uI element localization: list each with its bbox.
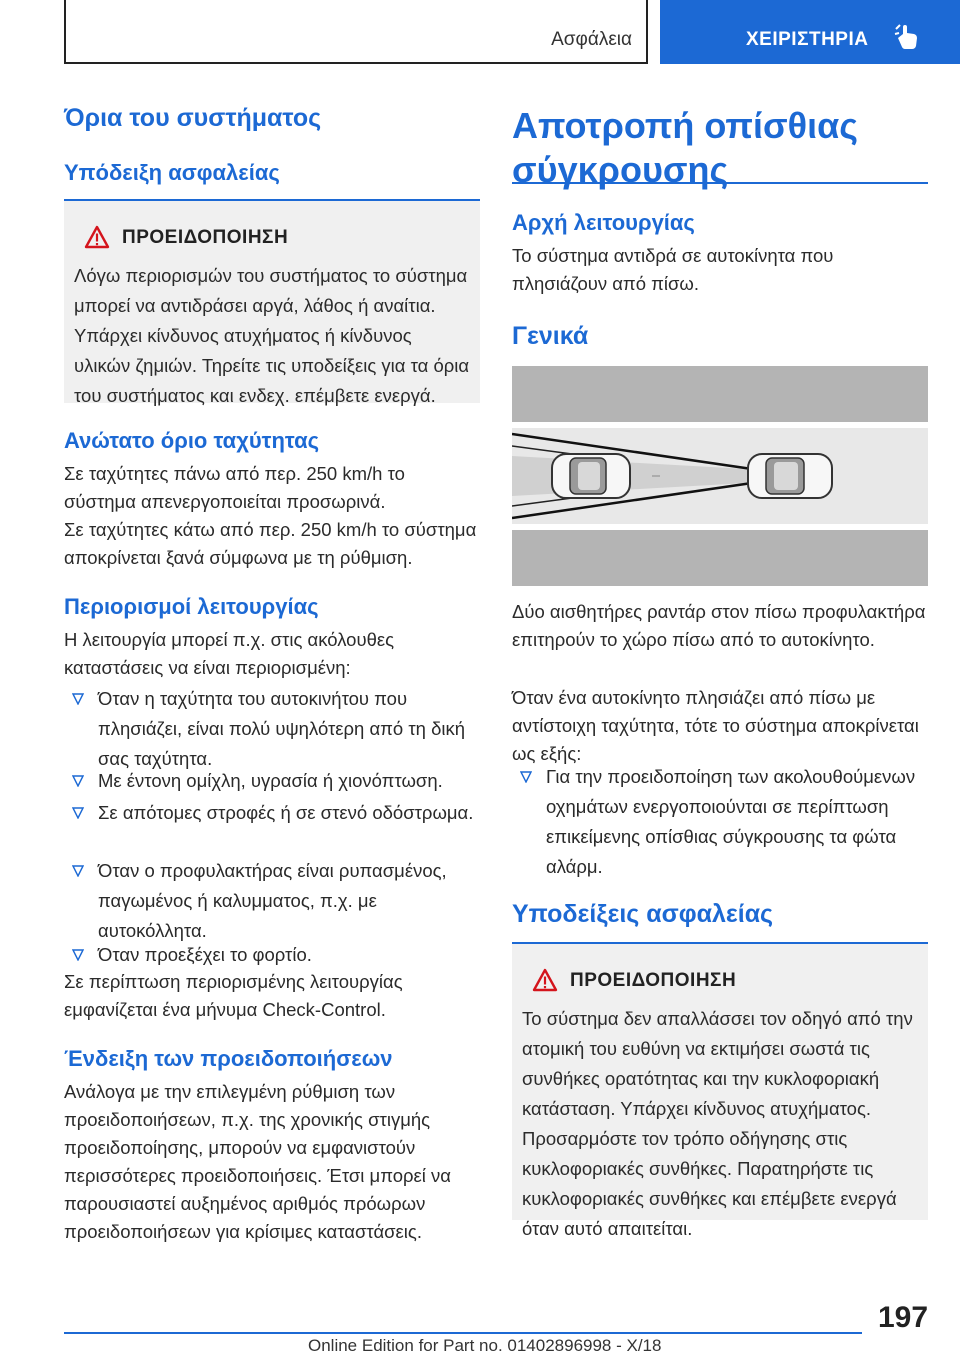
footer-divider bbox=[64, 1332, 862, 1334]
edition-text: Online Edition for Part no. 01402896998 - X/18 bbox=[308, 1336, 662, 1355]
warning-box bbox=[64, 201, 480, 406]
general-paragraph-2: Όταν ένα αυτοκίνητο πλησιάζει από πίσω με αντίστοιχη ταχύτητα, τότε το σύστημα αποκρίνεται ως εξής: bbox=[512, 687, 919, 764]
warning-header bbox=[74, 223, 470, 253]
header-chapter-title: ΧΕΙΡΙΣΤΗΡΙΑ bbox=[746, 29, 869, 50]
speed-paragraph-1: Σε ταχύτητες πάνω από περ. 250 km/h το σύστημα απενεργοποιείται προσωρινά. bbox=[64, 463, 405, 512]
warning-box bbox=[512, 944, 928, 1239]
triangle-bullet-icon bbox=[72, 865, 84, 877]
indication-title: Ένδειξη των προειδοποιήσεων bbox=[64, 1046, 393, 1071]
warning-label: ΠΡΟΕΙΔΟΠΟΙΗΣΗ bbox=[122, 227, 289, 248]
safety-tips-title: Υποδείξεις ασφαλείας bbox=[512, 900, 774, 928]
warning-triangle-icon bbox=[532, 968, 558, 992]
header-chapter-tab[interactable] bbox=[660, 0, 960, 64]
triangle-bullet-icon bbox=[72, 807, 84, 819]
header-section-title: Ασφάλεια bbox=[551, 29, 632, 50]
restrictions-title: Περιορισμοί λειτουργίας bbox=[64, 594, 319, 619]
warning-text: Το σύστημα δεν απαλλάσσει τον οδηγό από την ατομική του ευθύνη να εκτιμήσει σωστά τις συνθήκες ορατότητας και την κυκλοφοριακή κατάσταση. Υπάρχει κίνδυνος ατυχήματος. Προσαρμόστε τον τρόπο οδήγησης στις κυκλοφοριακές συνθήκες. Παρατηρήστε τις κυκλοφοριακές συνθήκες και επέμβετε ενεργά όταν αυτό απαιτείται. bbox=[522, 1008, 913, 1239]
list-item: Σε απότομες στροφές ή σε στενό οδόστρωμα. bbox=[64, 798, 480, 828]
indication-text: Ανάλογα με την επιλεγμένη ρύθμιση των προειδοποιήσεων, π.χ. της χρονικής στιγμής προειδοποίησης, μπορούν να εμφανιστούν περισσότερες προειδοποιήσεις. Έτσι μπορεί να παρουσιαστεί αυξημένος αριθμός πρόωρων προειδοποιήσεων για κρίσιμες καταστάσεις. bbox=[64, 1081, 451, 1242]
general-title: Γενικά bbox=[512, 322, 589, 350]
list-item: Όταν ο προφυλακτήρας είναι ρυπασμένος, παγωμένος ή καλυμματος, π.χ. με αυτοκόλλητα. bbox=[64, 856, 480, 946]
warning-triangle-icon bbox=[84, 225, 110, 249]
principle-text: Το σύστημα αντιδρά σε αυτοκίνητα που πλησιάζουν από πίσω. bbox=[512, 245, 834, 294]
triangle-bullet-icon bbox=[72, 693, 84, 705]
title-divider bbox=[512, 182, 928, 184]
speed-paragraph-2: Σε ταχύτητες κάτω από περ. 250 km/h το σύστημα αποκρίνεται ξανά σύμφωνα με τη ρύθμιση. bbox=[64, 519, 477, 568]
triangle-bullet-icon bbox=[72, 949, 84, 961]
warning-header bbox=[522, 966, 918, 996]
list-item: Όταν προεξέχει το φορτίο. bbox=[64, 940, 480, 970]
restrictions-outro: Σε περίπτωση περιορισμένης λειτουργίας εμφανίζεται ένα μήνυμα Check-Control. bbox=[64, 971, 403, 1020]
warning-label: ΠΡΟΕΙΔΟΠΟΙΗΣΗ bbox=[570, 970, 737, 991]
list-item: Με έντονη ομίχλη, υγρασία ή χιονόπτωση. bbox=[64, 766, 480, 796]
warning-text: Λόγω περιορισμών του συστήματος το σύστημα μπορεί να αντιδράσει αργά, λάθος ή αναίτια. Υπάρχει κίνδυνος ατυχήματος ή κίνδυνος υλικών ζημιών. Τηρείτε τις υποδείξεις για τα όρια του συστήματος και ενδεχ. επέμβετε ενεργά. bbox=[74, 265, 470, 406]
restrictions-intro: Η λειτουργία μπορεί π.χ. στις ακόλουθες καταστάσεις να είναι περιορισμένη: bbox=[64, 629, 395, 678]
page-title: Αποτροπή οπίσθιας σύγκρουσης bbox=[512, 105, 858, 190]
triangle-bullet-icon bbox=[72, 775, 84, 787]
general-paragraph-1: Δύο αισθητήρες ραντάρ στον πίσω προφυλακτήρα επιτηρούν το χώρο πίσω από το αυτοκίνητο. bbox=[512, 601, 926, 650]
page-number: 197 bbox=[878, 1301, 929, 1334]
own-car bbox=[748, 454, 832, 498]
hand-pointer-icon bbox=[894, 24, 920, 50]
limits-title: Όρια του συστήματος bbox=[64, 104, 322, 132]
header-section-box bbox=[64, 0, 648, 64]
safety-note-title: Υπόδειξη ασφαλείας bbox=[64, 160, 280, 185]
road-diagram bbox=[512, 366, 928, 586]
triangle-bullet-icon bbox=[520, 771, 532, 783]
speed-limit-title: Ανώτατο όριο ταχύτητας bbox=[64, 428, 320, 453]
list-item: Όταν η ταχύτητα του αυτοκινήτου που πλησιάζει, είναι πολύ υψηλότερη από τη δική σας ταχύτητα. bbox=[64, 684, 480, 774]
rear-car bbox=[552, 454, 630, 498]
rear-collision-illustration bbox=[512, 366, 928, 586]
principle-title: Αρχή λειτουργίας bbox=[512, 210, 695, 235]
list-item: Για την προειδοποίηση των ακολουθούμενων οχημάτων ενεργοποιούνται σε περίπτωση επικείμενης οπίσθιας σύγκρουσης τα φώτα αλάρμ. bbox=[512, 762, 928, 882]
